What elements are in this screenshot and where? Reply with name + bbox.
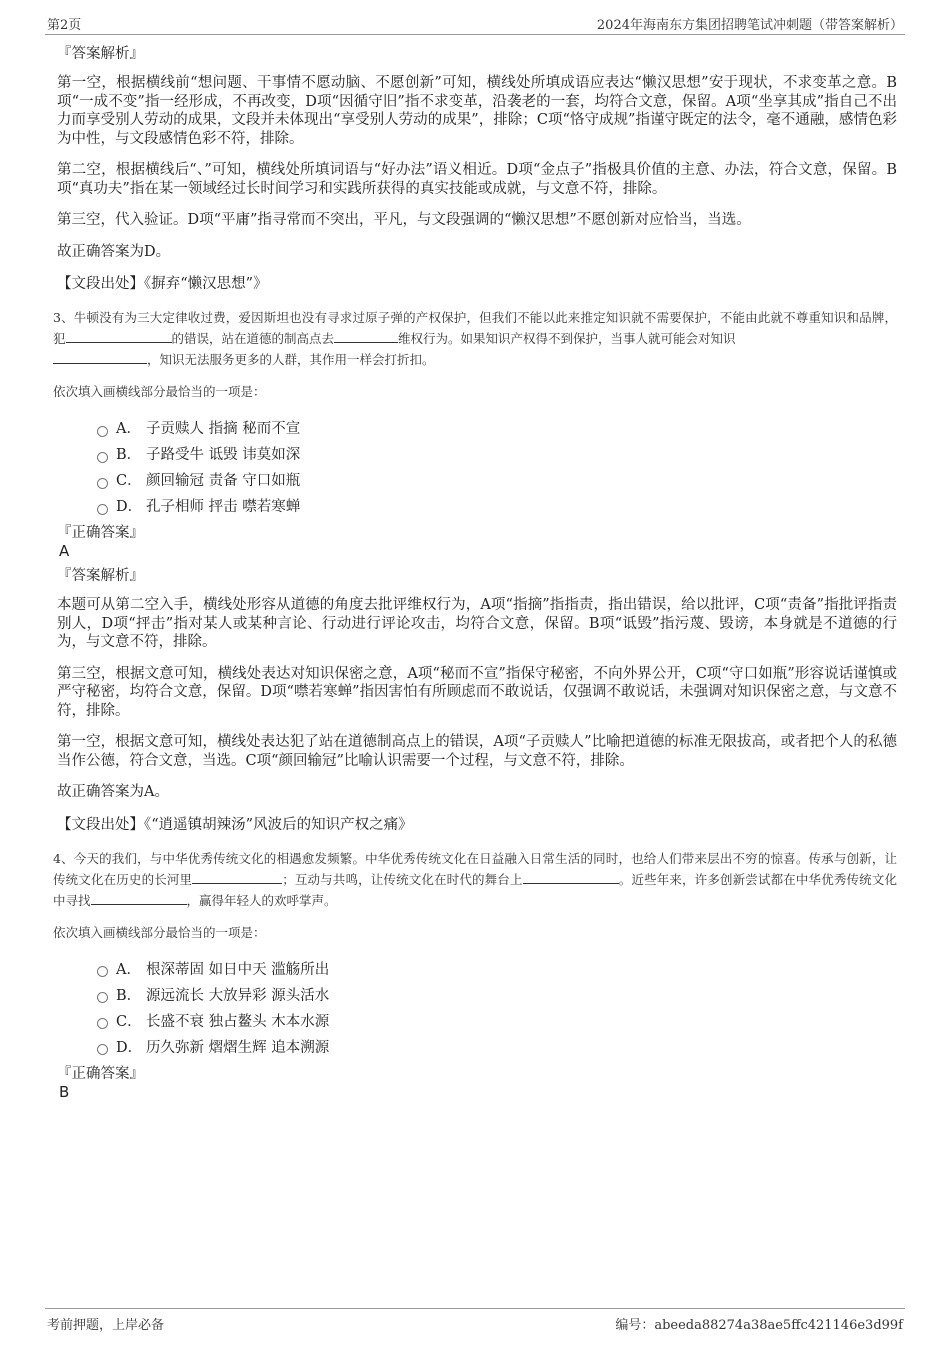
answer-blank bbox=[523, 869, 619, 884]
radio-button[interactable] bbox=[97, 504, 108, 515]
answer-blank bbox=[91, 890, 187, 905]
radio-button[interactable] bbox=[97, 992, 108, 1003]
analysis-conclusion: 故正确答案为D。 bbox=[57, 243, 171, 260]
question-4-text: 4、今天的我们，与中华优秀传统文化的相遇愈发频繁。中华优秀传统文化在日益融入日常生活的同时，也给人们带来层出不穷的惊喜。传承与创新，让传统文化在历史的长河里 ；互动与共鸣，让传统文化在时代的舞台上 。近些年来，许多创新尝试都在中华优秀传统文化中寻找 ，赢得年轻人的欢呼掌声。 bbox=[53, 850, 897, 908]
option-b[interactable]: B． 源远流长 大放异彩 源头活水 bbox=[97, 983, 897, 1009]
radio-button[interactable] bbox=[97, 966, 108, 977]
analysis-label: 『答案解析』 bbox=[57, 46, 144, 62]
option-d[interactable]: D． 历久弥新 熠熠生辉 追本溯源 bbox=[97, 1035, 897, 1061]
answer-blank bbox=[334, 328, 398, 343]
source-citation: 【文段出处】《“逍遥镇胡辣汤”风波后的知识产权之痛》 bbox=[57, 816, 413, 833]
option-b[interactable]: B． 子路受牛 诋毁 讳莫如深 bbox=[97, 442, 897, 468]
question-3-options bbox=[97, 416, 897, 520]
analysis-paragraph: 第二空，根据横线后“、”可知，横线处所填词语与“好办法”语义相近。D项“金点子”指极具价值的主意、办法，符合文意，保留。B项“真功夫”指在某一领域经过长时间学习和实践所获得的真实技能或成就，与文意不符，排除。 bbox=[57, 162, 897, 197]
question-4-options bbox=[97, 957, 897, 1061]
correct-answer-value: A bbox=[59, 542, 70, 560]
radio-button[interactable] bbox=[97, 1044, 108, 1055]
option-a[interactable]: A． 子贡赎人 指摘 秘而不宣 bbox=[97, 416, 897, 442]
analysis-paragraph: 第一空，根据文意可知，横线处表达犯了站在道德制高点上的错误，A项“子贡赎人”比喻把道德的标准无限拔高，或者把个人的私德当作公德，符合文意，当选。C项“颜回输冠”比喻认识需要一个过程，与文意不符，排除。 bbox=[57, 734, 897, 769]
radio-button[interactable] bbox=[97, 1018, 108, 1029]
source-citation: 【文段出处】《摒弃“懒汉思想”》 bbox=[57, 276, 268, 292]
question-3-text: 3、牛顿没有为三大定律收过费，爱因斯坦也没有寻求过原子弹的产权保护，但我们不能以此来推定知识就不需要保护，不能由此就不尊重知识和品牌，犯 的错误，站在道德的制高点去 维权行为。如果知识产权得不到保护，当事人就可能会对知识 ，知识无法服务更多的人群，其作用一样会打折扣。 bbox=[53, 310, 897, 367]
answer-blank bbox=[192, 869, 282, 884]
analysis-conclusion: 故正确答案为A。 bbox=[57, 784, 169, 800]
page-number: 第2页 bbox=[47, 18, 82, 33]
answer-blank bbox=[66, 328, 172, 343]
option-a[interactable]: A． 根深蒂固 如日中天 滥觞所出 bbox=[97, 957, 897, 983]
analysis-paragraph: 第一空，根据横线前“想问题、干事情不愿动脑、不愿创新”可知，横线处所填成语应表达“懒汉思想”安于现状，不求变革之意。B项“一成不变”指一经形成，不再改变，D项“因循守旧”指不求变革，沿袭老的一套，均符合文意，保留。A项“坐享其成”指自己不出力而享受别人劳动的成果，文段并未体现出“享受别人劳动的成果”，排除；C项“恪守成规”指谨守既定的法令，毫不通融，感情色彩为中性，与文段感情色彩不符，排除。 bbox=[57, 75, 897, 147]
option-d[interactable]: D． 孔子相师 抨击 噤若寒蝉 bbox=[97, 494, 897, 520]
option-c[interactable]: C． 颜回输冠 责备 守口如瓶 bbox=[97, 468, 897, 494]
correct-answer-label: 『正确答案』 bbox=[57, 1065, 144, 1082]
radio-button[interactable] bbox=[97, 452, 108, 463]
document-body bbox=[53, 44, 897, 1107]
question-prompt: 依次填入画横线部分最恰当的一项是： bbox=[53, 384, 266, 399]
option-c[interactable]: C． 长盛不衰 独占鳌头 木本水源 bbox=[97, 1009, 897, 1035]
radio-button[interactable] bbox=[97, 478, 108, 489]
page-footer bbox=[45, 1308, 905, 1333]
correct-answer-value: B bbox=[59, 1082, 70, 1101]
question-prompt: 依次填入画横线部分最恰当的一项是： bbox=[53, 924, 266, 940]
answer-blank bbox=[53, 349, 147, 364]
correct-answer-label: 『正确答案』 bbox=[57, 525, 144, 541]
footer-note: 考前押题，上岸必备 bbox=[47, 1318, 165, 1333]
analysis-paragraph: 本题可从第二空入手，横线处形容从道德的角度去批评维权行为，A项“指摘”指指责，指出错误，给以批评，C项“责备”指批评指责别人，D项“抨击”指对某人或某种言论、行动进行评论攻击，均符合文意，保留。B项“诋毁”指污蔑、毁谤，本身就是不道德的行为，与文意不符，排除。 bbox=[57, 597, 897, 650]
radio-button[interactable] bbox=[97, 426, 108, 437]
document-code: 编号：abeeda88274a38ae5ffc421146e3d99f bbox=[615, 1318, 903, 1333]
analysis-label: 『答案解析』 bbox=[57, 568, 144, 584]
document-title: 2024年海南东方集团招聘笔试冲刺题（带答案解析） bbox=[596, 18, 903, 33]
analysis-paragraph: 第三空，根据文意可知，横线处表达对知识保密之意，A项“秘而不宣”指保守秘密，不向外界公开，C项“守口如瓶”形容说话谨慎或严守秘密，均符合文意，保留。D项“噤若寒蝉”指因害怕有所顾虑而不敢说话，仅强调不敢说话，未强调对知识保密之意，与文意不符，排除。 bbox=[57, 665, 897, 719]
page-header bbox=[45, 12, 905, 35]
analysis-paragraph: 第三空，代入验证。D项“平庸”指寻常而不突出，平凡，与文段强调的“懒汉思想”不愿创新对应恰当，当选。 bbox=[57, 212, 751, 228]
